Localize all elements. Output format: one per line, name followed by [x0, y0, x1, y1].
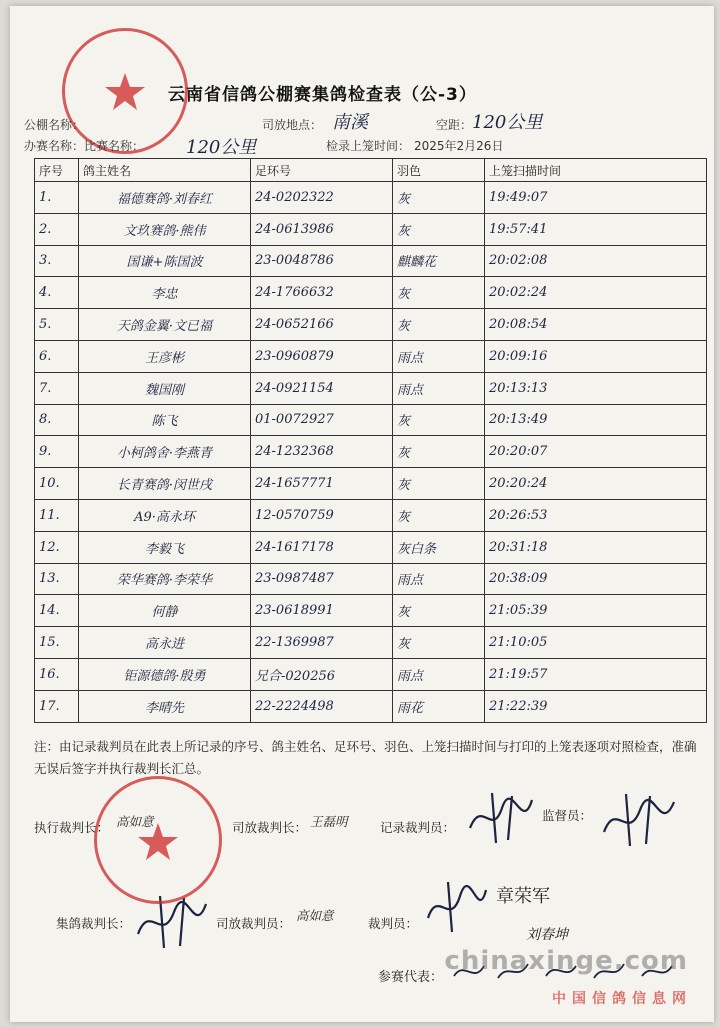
ring-number: 23-0960879 — [251, 340, 393, 372]
row-number: 15. — [35, 627, 79, 659]
owner-name: 国谦+陈国波 — [79, 245, 251, 277]
row-number: 1. — [35, 182, 79, 214]
feather-color: 麒麟花 — [393, 245, 485, 277]
table-row — [35, 563, 707, 595]
feather-color: 雨花 — [393, 690, 485, 722]
supervisor-signature-scribble — [598, 788, 682, 852]
release-referee-signature: 高如意 — [296, 908, 334, 923]
table-row — [35, 404, 707, 436]
owner-name: 文玖赛鸽·熊伟 — [79, 213, 251, 245]
representative-label: 参赛代表： — [378, 970, 444, 985]
scan-time: 20:38:09 — [485, 563, 707, 595]
race-name-label: 办赛名称：比赛名称： — [24, 139, 145, 153]
referee-name-signature: 章荣军 — [496, 886, 550, 907]
feather-color: 雨点 — [393, 340, 485, 372]
table-header-row — [35, 159, 707, 182]
ring-number: 24-1617178 — [251, 531, 393, 563]
table-row — [35, 372, 707, 404]
row-number: 3. — [35, 245, 79, 277]
owner-name: 小柯鸽舍·李燕青 — [79, 436, 251, 468]
owner-name: 李晴先 — [79, 690, 251, 722]
feather-color: 灰白条 — [393, 531, 485, 563]
record-referee-label: 记录裁判员： — [380, 820, 456, 835]
ring-number: 24-1766632 — [251, 277, 393, 309]
ring-number: 24-0921154 — [251, 372, 393, 404]
ring-number: 01-0072927 — [251, 404, 393, 436]
ring-number: 22-2224498 — [251, 690, 393, 722]
supervisor-label: 监督员： — [542, 808, 593, 823]
owner-name: A9·高永环 — [79, 499, 251, 531]
ring-number: 24-0202322 — [251, 182, 393, 214]
row-number: 9. — [35, 436, 79, 468]
company-seal-bottom — [94, 776, 222, 904]
row-number: 7. — [35, 372, 79, 404]
feather-color: 雨点 — [393, 658, 485, 690]
release-chief-signature: 王磊明 — [310, 814, 348, 829]
row-number: 11. — [35, 499, 79, 531]
feather-color: 灰 — [393, 182, 485, 214]
referee-label: 裁判员： — [368, 916, 419, 931]
exec-referee-signature: 高如意 — [116, 814, 154, 829]
row-number: 6. — [35, 340, 79, 372]
feather-color: 灰 — [393, 309, 485, 341]
table-row — [35, 627, 707, 659]
check-time-label: 检录上笼时间： — [326, 139, 411, 153]
scan-time: 20:13:49 — [485, 404, 707, 436]
owner-name: 钜源德鸽·殷勇 — [79, 658, 251, 690]
table-row — [35, 245, 707, 277]
scan-time: 20:09:16 — [485, 340, 707, 372]
release-referee-label: 司放裁判员： — [216, 916, 292, 931]
owner-name: 天鸽金翼·文已福 — [79, 309, 251, 341]
watermark-latin: chinaxinge.com — [444, 946, 688, 976]
scan-time: 20:26:53 — [485, 499, 707, 531]
watermark-chinese: 中国信鸽信息网 — [552, 991, 692, 1007]
feather-color: 灰 — [393, 404, 485, 436]
feather-color: 灰 — [393, 436, 485, 468]
feather-color: 灰 — [393, 499, 485, 531]
table-row — [35, 436, 707, 468]
scan-time: 20:31:18 — [485, 531, 707, 563]
scan-time: 20:20:24 — [485, 468, 707, 500]
inspection-table — [34, 158, 707, 723]
table-row — [35, 213, 707, 245]
scan-time: 20:02:24 — [485, 277, 707, 309]
row-number: 13. — [35, 563, 79, 595]
ring-number: 23-0048786 — [251, 245, 393, 277]
feather-color: 灰 — [393, 213, 485, 245]
record-referee-signature-scribble — [462, 788, 542, 848]
ring-number: 22-1369987 — [251, 627, 393, 659]
row-number: 16. — [35, 658, 79, 690]
distance-label: 空距： — [436, 118, 473, 132]
row-number: 2. — [35, 213, 79, 245]
table-row — [35, 658, 707, 690]
scan-time: 20:20:07 — [485, 436, 707, 468]
extra-referee-signature: 刘春坤 — [526, 927, 568, 943]
scan-time: 20:13:13 — [485, 372, 707, 404]
table-row — [35, 309, 707, 341]
ring-number: 24-1657771 — [251, 468, 393, 500]
owner-name: 何静 — [79, 595, 251, 627]
owner-name: 李忠 — [79, 277, 251, 309]
table-row — [35, 690, 707, 722]
ring-number: 兄合-020256 — [251, 658, 393, 690]
table-row — [35, 531, 707, 563]
owner-name: 李毅飞 — [79, 531, 251, 563]
ring-number: 24-0652166 — [251, 309, 393, 341]
check-time-value: 2025年2月26日 — [414, 139, 504, 153]
feather-color: 灰 — [393, 277, 485, 309]
col-header-no: 序号 — [35, 159, 79, 182]
feather-color: 灰 — [393, 595, 485, 627]
inspection-sheet — [10, 6, 714, 1022]
star-icon — [65, 31, 185, 151]
ring-number: 23-0618991 — [251, 595, 393, 627]
distance-value: 120公里 — [472, 112, 543, 133]
ring-number: 23-0987487 — [251, 563, 393, 595]
instruction-note: 注：由记录裁判员在此表上所记录的序号、鸽主姓名、足环号、羽色、上笼扫描时间与打印的上笼表逐项对照检查，准确无误后签字并执行裁判长汇总。 — [34, 739, 697, 776]
page-title: 云南省信鸽公棚赛集鸽检查表（公-3） — [168, 85, 477, 105]
row-number: 4. — [35, 277, 79, 309]
exec-referee-label: 执行裁判长： — [34, 820, 110, 835]
feather-color: 雨点 — [393, 563, 485, 595]
owner-name: 荣华赛鸽·李荣华 — [79, 563, 251, 595]
scan-time: 21:22:39 — [485, 690, 707, 722]
feather-color: 灰 — [393, 468, 485, 500]
col-header-color: 羽色 — [393, 159, 485, 182]
ring-number: 24-0613986 — [251, 213, 393, 245]
table-row — [35, 499, 707, 531]
star-icon — [97, 779, 219, 901]
referee-signature-scribble — [422, 878, 492, 938]
ring-number: 24-1232368 — [251, 436, 393, 468]
release-place-label: 司放地点： — [262, 118, 323, 132]
table-row — [35, 277, 707, 309]
scan-time: 21:10:05 — [485, 627, 707, 659]
row-number: 5. — [35, 309, 79, 341]
scan-time: 20:08:54 — [485, 309, 707, 341]
row-number: 17. — [35, 690, 79, 722]
col-header-ring: 足环号 — [251, 159, 393, 182]
row-number: 14. — [35, 595, 79, 627]
row-number: 8. — [35, 404, 79, 436]
scan-time: 20:02:08 — [485, 245, 707, 277]
col-header-owner: 鸽主姓名 — [79, 159, 251, 182]
scan-time: 21:05:39 — [485, 595, 707, 627]
collect-chief-label: 集鸽裁判长： — [56, 916, 132, 931]
owner-name: 魏国刚 — [79, 372, 251, 404]
scan-time: 19:57:41 — [485, 213, 707, 245]
feather-color: 雨点 — [393, 372, 485, 404]
release-chief-label: 司放裁判长： — [232, 820, 308, 835]
owner-name: 王彦彬 — [79, 340, 251, 372]
release-place-value: 南溪 — [332, 112, 368, 133]
race-name-value: 120公里 — [186, 137, 257, 158]
owner-name: 福德赛鸽·刘春红 — [79, 182, 251, 214]
table-row — [35, 340, 707, 372]
owner-name: 高永进 — [79, 627, 251, 659]
ring-number: 12-0570759 — [251, 499, 393, 531]
owner-name: 长青赛鸽·闵世戌 — [79, 468, 251, 500]
loft-name-label: 公棚名称： — [24, 118, 85, 132]
row-number: 12. — [35, 531, 79, 563]
scan-time: 19:49:07 — [485, 182, 707, 214]
owner-name: 陈飞 — [79, 404, 251, 436]
scan-time: 21:19:57 — [485, 658, 707, 690]
table-row — [35, 182, 707, 214]
feather-color: 灰 — [393, 627, 485, 659]
table-row — [35, 468, 707, 500]
col-header-time: 上笼扫描时间 — [485, 159, 707, 182]
table-row — [35, 595, 707, 627]
row-number: 10. — [35, 468, 79, 500]
